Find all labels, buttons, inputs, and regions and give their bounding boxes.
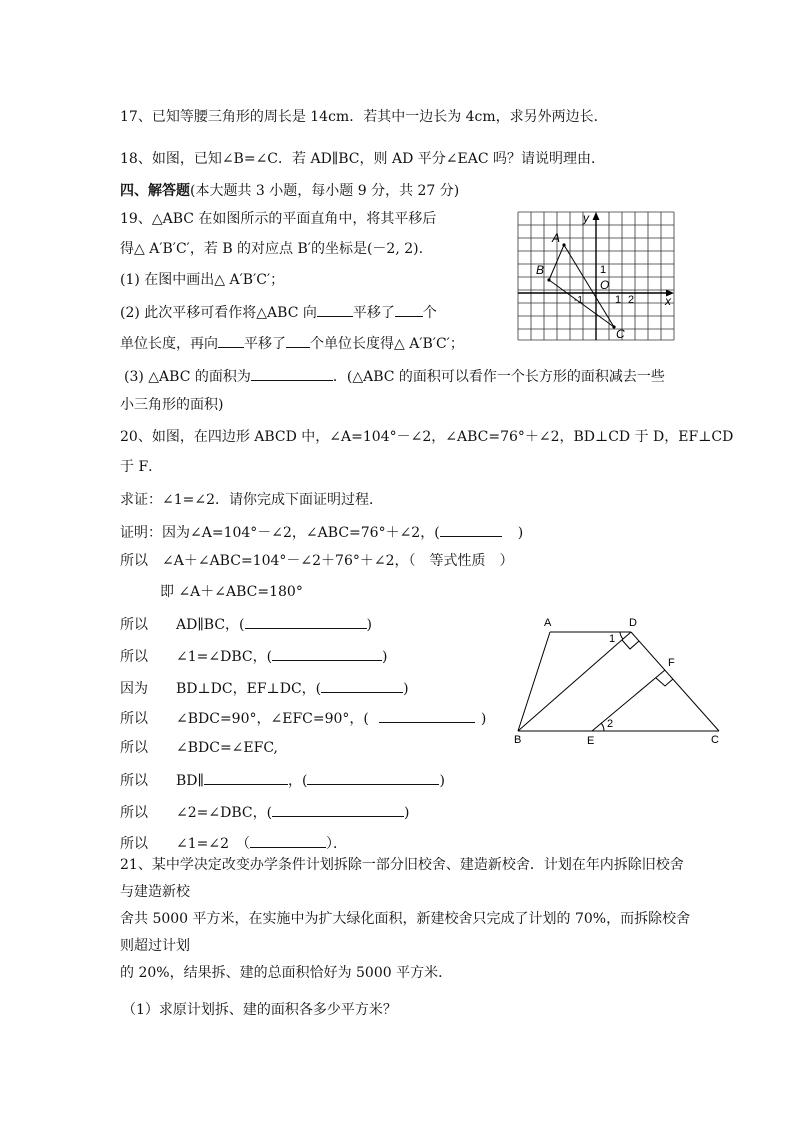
area-blank[interactable] [251, 366, 333, 381]
reason-blank-1[interactable] [440, 522, 502, 537]
reason-blank-8[interactable] [250, 833, 326, 848]
proof-step-5-close: ) [382, 649, 388, 665]
q19-line4-text-c: 个 [422, 305, 437, 321]
label-b: B [536, 263, 545, 277]
units-blank-2[interactable] [286, 333, 310, 348]
q19-line2: 得△ A′B′C′，若 B 的对应点 B′的坐标是(－2, 2). [120, 241, 424, 257]
q21-line2: 与建造新校 [120, 884, 190, 900]
point-a [562, 243, 565, 246]
coordinate-grid-figure [512, 208, 682, 344]
reason-blank-5[interactable] [379, 708, 475, 723]
quadrilateral-figure [508, 612, 726, 748]
q20-goal: 求证：∠1=∠2．请你完成下面证明过程． [120, 492, 384, 508]
parallel-line-blank[interactable] [204, 770, 288, 785]
proof-step-10-close: ) [404, 805, 410, 821]
proof-step-1-close: ) [517, 525, 524, 541]
reason-blank-6[interactable] [307, 770, 439, 785]
q20-line1: 20、如图，在四边形 ABCD 中，∠A=104°－∠2，∠ABC=76°＋∠2，BD⊥CD 于 D，EF⊥CD [120, 429, 734, 445]
angle-2-label: 2 [607, 718, 614, 730]
label-a: A [552, 231, 561, 245]
section-title: 四、解答题 [120, 183, 190, 199]
section-heading [120, 182, 459, 200]
q21-part1: （1）求原计划拆、建的面积各多少平方米？ [122, 1002, 397, 1018]
proof-step-6-text: 因为 BD⊥DC，EF⊥DC，( [120, 681, 322, 697]
label-c: C [711, 734, 719, 746]
direction-blank-2[interactable] [218, 333, 244, 348]
tick-1-x: 1 [615, 294, 622, 306]
q19-line3: (1) 在图中画出△ A′B′C′； [120, 272, 285, 288]
label-origin: O [600, 278, 610, 292]
proof-step-6-close: ) [403, 681, 409, 697]
proof-step-7-close: ) [480, 711, 487, 727]
proof-step-11 [120, 833, 347, 853]
proof-step-1-text: 证明：因为∠A=104°－∠2，∠ABC=76°＋∠2，( [120, 525, 440, 541]
q19-line1: 19、△ABC 在如图所示的平面直角中，将其平移后 [120, 211, 437, 227]
proof-step-4 [120, 614, 372, 634]
proof-step-10-text: 所以 ∠2=∠DBC，( [120, 805, 273, 821]
proof-step-11-text: 所以 ∠1=∠2 （ [120, 836, 251, 852]
q20-line2: 于 F． [120, 459, 163, 475]
direction-blank-1[interactable] [317, 302, 353, 317]
q19-line5-text-c: 个单位长度得△ A′B′C′； [310, 336, 464, 352]
label-a: A [544, 617, 552, 629]
proof-step-11-close: ）． [326, 836, 348, 852]
label-y: y [583, 211, 589, 225]
q19-line5-text-b: 平移了 [244, 336, 286, 352]
tick-2-x: 2 [628, 294, 635, 306]
proof-step-9 [120, 770, 445, 790]
proof-step-9-text: 所以 BD∥ [120, 773, 204, 789]
q21-line5: 的 20%，结果拆、建的总面积恰好为 5000 平方米． [120, 965, 453, 981]
q19-line6-text-b: ．(△ABC 的面积可以看作一个长方形的面积减去一些 [332, 369, 665, 385]
tick-neg1-x: -1 [574, 295, 583, 306]
reason-blank-4[interactable] [321, 678, 403, 693]
angle-2-arc [601, 723, 604, 731]
proof-step-3: 即 ∠A＋∠ABC=180° [160, 584, 303, 600]
reason-blank-7[interactable] [272, 802, 404, 817]
y-axis-arrow [593, 212, 600, 220]
q19-line4-text-a: (2) 此次平移可看作将△ABC 向 [120, 305, 317, 321]
q19-line4 [120, 302, 437, 322]
q19-line4-text-b: 平移了 [352, 305, 395, 321]
proof-step-10 [120, 802, 410, 822]
point-b [547, 278, 550, 281]
proof-step-7-text: 所以 ∠BDC=90°，∠EFC=90°，( [120, 711, 369, 727]
label-x: x [665, 294, 671, 308]
label-f: F [668, 657, 675, 669]
reason-blank-3[interactable] [272, 646, 382, 661]
q19-line7: 小三角形的面积) [120, 397, 224, 413]
q19-line6-text-a: (3) △ABC 的面积为 [124, 369, 251, 385]
q21-line4: 则超过计划 [120, 938, 190, 954]
q21-line1: 21、某中学决定改变办学条件计划拆除一部分旧校舍、建造新校舍．计划在年内拆除旧校舍 [120, 857, 684, 873]
q19-line5 [120, 333, 464, 353]
q19-line6 [124, 366, 665, 386]
proof-step-2: 所以 ∠A＋∠ABC=104°－∠2＋76°＋∠2，（ 等式性质 ） [120, 553, 514, 569]
proof-step-4-close: ) [366, 617, 372, 633]
proof-step-7 [120, 708, 486, 728]
angle-1-arc [620, 632, 623, 639]
reason-blank-2[interactable] [245, 614, 367, 629]
right-angle-mark-f [656, 678, 673, 686]
label-b: B [514, 734, 522, 746]
figure-lines [518, 632, 719, 731]
proof-step-5-text: 所以 ∠1=∠DBC，( [120, 649, 273, 665]
tick-1-y: 1 [600, 264, 607, 276]
proof-step-6 [120, 678, 409, 698]
angle-1-label: 1 [609, 633, 616, 645]
question-18: 18、如图，已知∠B=∠C．若 AD∥BC，则 AD 平分∠EAC 吗？请说明理由． [120, 151, 605, 167]
question-17: 17、已知等腰三角形的周长是 14cm．若其中一边长为 4cm，求另外两边长． [120, 109, 608, 125]
right-angle-mark-d [622, 640, 639, 649]
proof-step-1 [120, 522, 523, 542]
label-c: C [616, 327, 625, 341]
proof-step-5 [120, 646, 388, 666]
section-note: (本大题共 3 小题，每小题 9 分，共 27 分) [190, 183, 460, 199]
units-blank-1[interactable] [395, 302, 423, 317]
proof-step-8: 所以 ∠BDC=∠EFC, [120, 740, 279, 756]
label-d: D [629, 617, 637, 629]
label-e: E [587, 735, 595, 747]
proof-step-9-close: ) [439, 773, 445, 789]
q21-line3: 舍共 5000 平方米，在实施中为扩大绿化面积，新建校舍只完成了计划的 70%，而拆除校舍 [120, 911, 691, 927]
proof-step-9-mid: ，( [287, 773, 308, 789]
proof-step-4-text: 所以 AD∥BC，( [120, 617, 245, 633]
q19-line5-text-a: 单位长度，再向 [120, 336, 218, 352]
